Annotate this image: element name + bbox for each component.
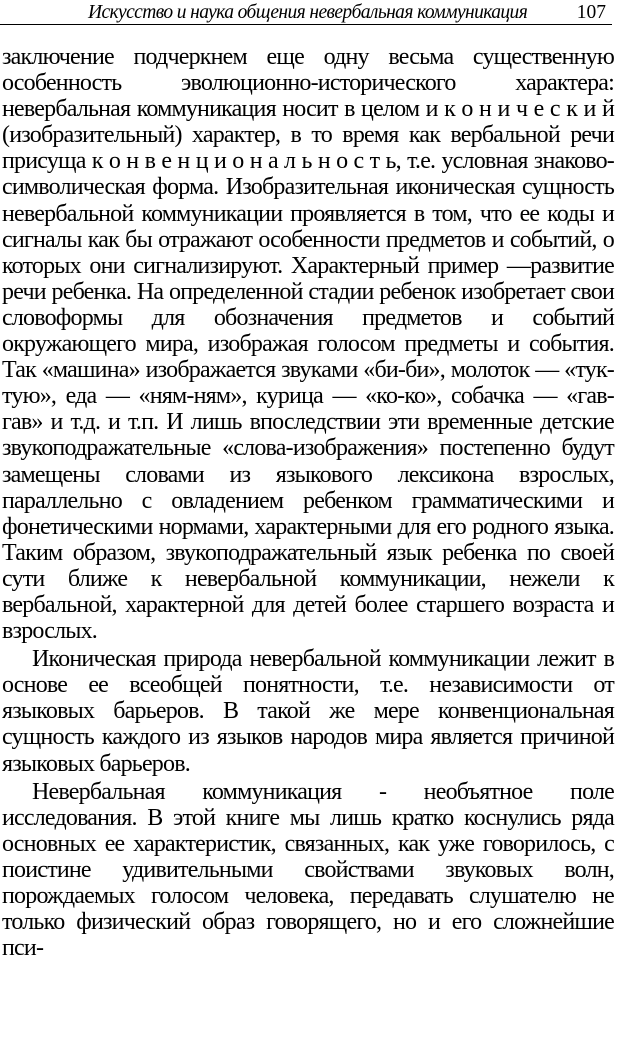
running-title: Искусство и наука общения невербальная коммуникация [88, 2, 528, 23]
page-number: 107 [576, 2, 606, 23]
body-text [2, 44, 614, 961]
paragraph-2: Иконическая природа невербальной коммуникации лежит в основе ее всеобщей понятности, т.е. независимости от языковых барьеров. В такой же мере конвенциональная сущность каждого из языков народов мира является причиной языковых барьеров. [2, 646, 614, 777]
paragraph-3: Невербальная коммуникация - необъятное поле исследования. В этой книге мы лишь кратко коснулись ряда основных ее характеристик, связанных, как уже говорилось, с поистине удивительными свойствами звуковых волн, порождаемых голосом человека, передавать слушателю не только физический образ говорящего, но и его сложнейшие пси- [2, 778, 614, 962]
paragraph-1: заключение подчеркнем еще одну весьма существенную особенность эволюционно-исторического характера: невербальная коммуникация носит в целом и к о н и ч е с к и й (изобразительный) характер, в то время как вербальной речи присуща к о н в е н ц и о н а л ь н о с т ь, т.е. условная знаково-символическая форма. Изобразительная иконическая сущность невербальной коммуникации проявляется в том, что ее коды и сигналы как бы отражают особенности предметов и событий, о которых они сигнализируют. Характерный пример —развитие речи ребенка. На определенной стадии ребенок изобретает свои словоформы для обозначения предметов и событий окружающего мира, изображая голосом предметы и события. Так «машина» изображается звуками «би-би», молоток — «тук-тую», еда — «ням-ням», курица — «ко-ко», собачка — «гав-гав» и т.д. и т.п. И лишь впоследствии эти временные детские звукоподражательные «слова-изображения» постепенно будут замещены словами из языкового лексикона взрослых, параллельно с овладением ребенком грамматическими и фонетическими нормами, характерными для его родного языка. Таким образом, звукоподражательный язык ребенка по своей сути ближе к невербальной коммуникации, нежели к вербальной, характерной для детей более старшего возраста и взрослых. [2, 44, 614, 645]
page-header [0, 2, 612, 25]
